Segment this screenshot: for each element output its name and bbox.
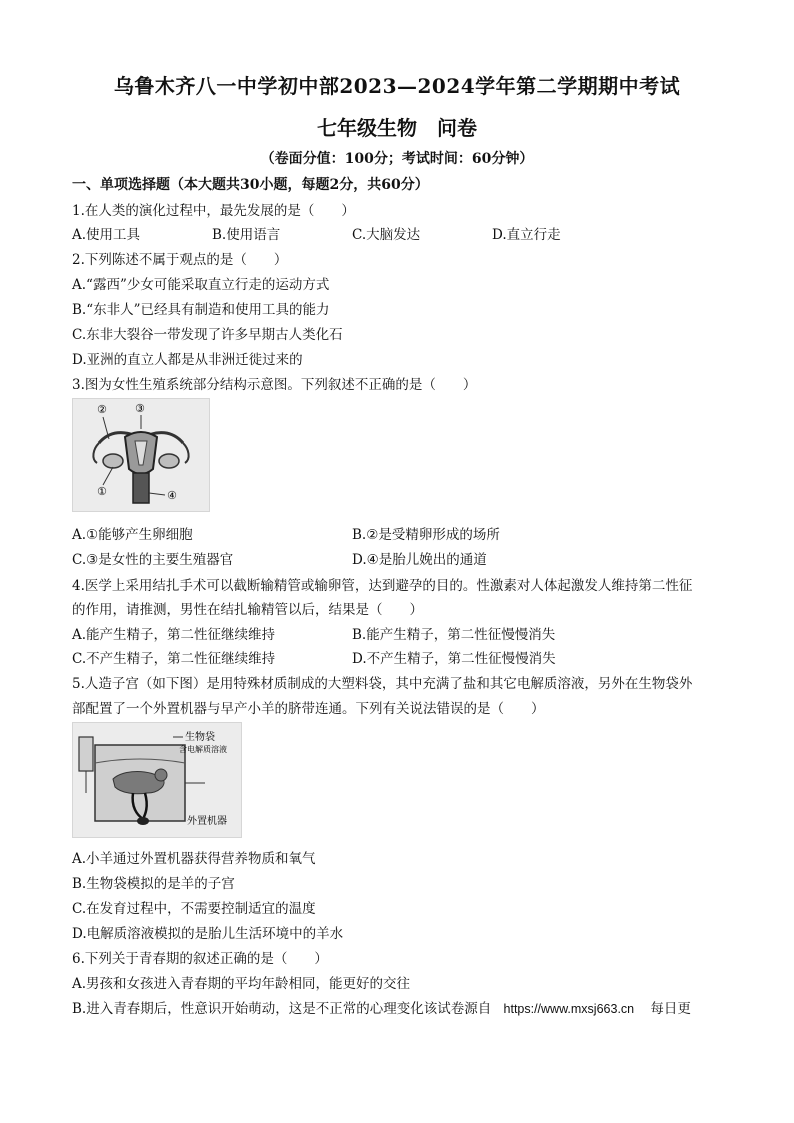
uterus-diagram-svg: [73, 399, 209, 511]
subject-name: 七年级生物: [317, 116, 417, 140]
option-c: C.大脑发达: [352, 227, 421, 243]
option-b: B.使用语言: [212, 227, 281, 243]
question-1-stem: 1.在人类的演化过程中，最先发展的是（ ）: [72, 203, 355, 219]
option-d: D.亚洲的直立人都是从非洲迁徙过来的: [72, 352, 303, 368]
option-b-with-watermark: [72, 997, 691, 1017]
exam-subject-title: [0, 112, 794, 141]
question-6-stem: 6.下列关于青春期的叙述正确的是（ ）: [72, 951, 328, 967]
label-external-machine: 外置机器: [187, 816, 227, 827]
label-2: ②: [97, 403, 107, 416]
watermark-url: https://www.mxsj663.cn: [503, 1002, 635, 1016]
option-d: D.④是胎儿娩出的通道: [352, 552, 487, 568]
artificial-womb-figure: [72, 722, 242, 838]
option-d: D.直立行走: [492, 227, 561, 243]
option-a: A.①能够产生卵细胞: [72, 527, 193, 543]
question-5-stem-line1: 5.人造子宫（如下图）是用特殊材质制成的大塑料袋，其中充满了盐和其它电解质溶液，另外在生物袋外: [72, 676, 693, 692]
option-a: A.“露西”少女可能采取直立行走的运动方式: [72, 277, 330, 293]
label-bio-bag: 生物袋: [185, 732, 215, 743]
label-3: ③: [135, 402, 145, 415]
female-reproductive-system-figure: [72, 398, 210, 512]
question-5-stem-line2: 部配置了一个外置机器与早产小羊的脐带连通。下列有关说法错误的是（ ）: [72, 701, 545, 717]
question-4-options-row2: [72, 647, 722, 665]
paper-type: 问卷: [437, 116, 477, 140]
question-4-stem-line1: 4.医学上采用结扎手术可以截断输精管或输卵管，达到避孕的目的。性激素对人体起激发人维持第二性征: [72, 578, 693, 594]
option-b: B.能产生精子，第二性征慢慢消失: [352, 627, 556, 643]
option-d: D.不产生精子，第二性征慢慢消失: [352, 651, 556, 667]
question-3-options-row1: [72, 523, 722, 541]
option-a: A.男孩和女孩进入青春期的平均年龄相同，能更好的交往: [72, 976, 411, 992]
option-b: B.生物袋模拟的是羊的子宫: [72, 876, 235, 892]
option-c: C.③是女性的主要生殖器官: [72, 552, 234, 568]
exam-title: 乌鲁木齐八一中学初中部2023—2024学年第二学期期中考试: [113, 74, 681, 98]
question-4-stem-line2: 的作用，请推测，男性在结扎输精管以后，结果是（ ）: [72, 602, 423, 618]
question-3-stem: 3.图为女性生殖系统部分结构示意图。下列叙述不正确的是（ ）: [72, 377, 477, 393]
question-1-options: [72, 223, 722, 241]
label-electrolyte-solution: 含电解质溶液: [179, 745, 227, 754]
option-d: D.电解质溶液模拟的是胎儿生活环境中的羊水: [72, 926, 344, 942]
label-4: ④: [167, 489, 177, 502]
artificial-womb-svg: [73, 723, 241, 837]
option-a: A.能产生精子，第二性征继续维持: [72, 627, 276, 643]
question-2-stem: 2.下列陈述不属于观点的是（ ）: [72, 252, 288, 268]
option-b: B.“东非人”已经具有制造和使用工具的能力: [72, 302, 330, 318]
question-3-options-row2: [72, 548, 722, 566]
option-a: A.使用工具: [72, 227, 141, 243]
section-heading: 一、单项选择题（本大题共30小题，每题2分，共60分）: [72, 177, 429, 193]
watermark-tail: 每日更: [650, 1001, 691, 1017]
label-1: ①: [97, 485, 107, 498]
question-4-options-row1: [72, 623, 722, 641]
option-a: A.小羊通过外置机器获得营养物质和氧气: [72, 851, 316, 867]
option-b: B.进入青春期后，性意识开始萌动，这是不正常的心理变化该试卷源自: [72, 1001, 492, 1017]
option-c: C.不产生精子，第二性征继续维持: [72, 651, 276, 667]
option-b: B.②是受精卵形成的场所: [352, 527, 500, 543]
option-c: C.在发育过程中，不需要控制适宜的温度: [72, 901, 316, 917]
exam-info: （卷面分值：100分；考试时间：60分钟）: [260, 151, 534, 167]
option-c: C.东非大裂谷一带发现了许多早期古人类化石: [72, 327, 343, 343]
